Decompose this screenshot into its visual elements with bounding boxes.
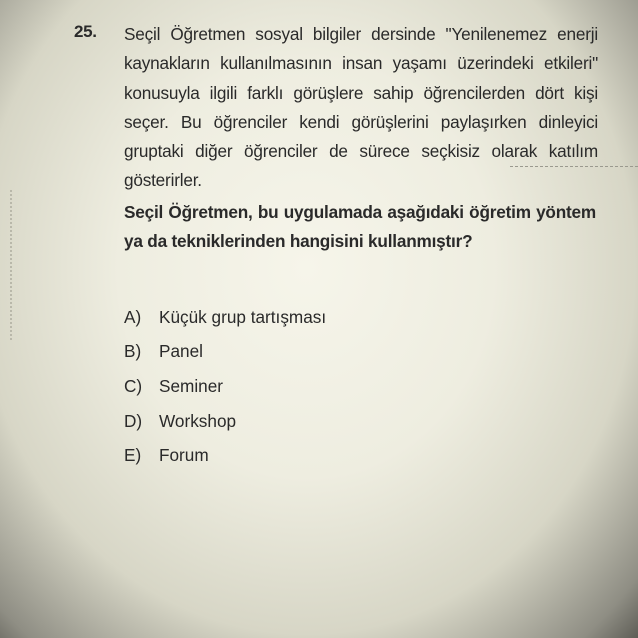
option-letter: B): [124, 341, 142, 362]
option-a[interactable]: [124, 300, 326, 335]
option-e[interactable]: [124, 438, 326, 473]
option-text: Workshop: [159, 410, 237, 431]
margin-dots: [10, 190, 14, 340]
option-text: Seminer: [159, 375, 223, 396]
option-letter: C): [124, 375, 143, 396]
option-letter: A): [124, 306, 142, 327]
option-text: Forum: [159, 445, 209, 466]
option-b[interactable]: [124, 335, 326, 370]
option-letter: E): [124, 445, 142, 466]
option-d[interactable]: [124, 404, 326, 439]
question-stem: Seçil Öğretmen sosyal bilgiler dersinde "Yenilenemez enerji kaynakların kullanılmasının insan yaşamı üzerindeki etkileri" konusuyla ilgili farklı görüşlere sahip öğrencilerden dört kişi seçer. Bu öğrenciler kendi görüşlerini paylaşırken dinleyici gruptaki diğer öğrenciler de sürece seçkisiz olarak katılım gösterirler.: [124, 24, 598, 191]
question-number: 25.: [74, 22, 97, 41]
answer-options: [124, 300, 326, 473]
option-letter: D): [124, 410, 143, 431]
question-prompt: Seçil Öğretmen, bu uygulamada aşağıdaki öğretim yöntem ya da tekniklerinden hangisini kullanmıştır?: [124, 202, 596, 252]
option-c[interactable]: [124, 369, 326, 404]
option-text: Panel: [159, 341, 203, 362]
option-text: Küçük grup tartışması: [159, 306, 327, 327]
